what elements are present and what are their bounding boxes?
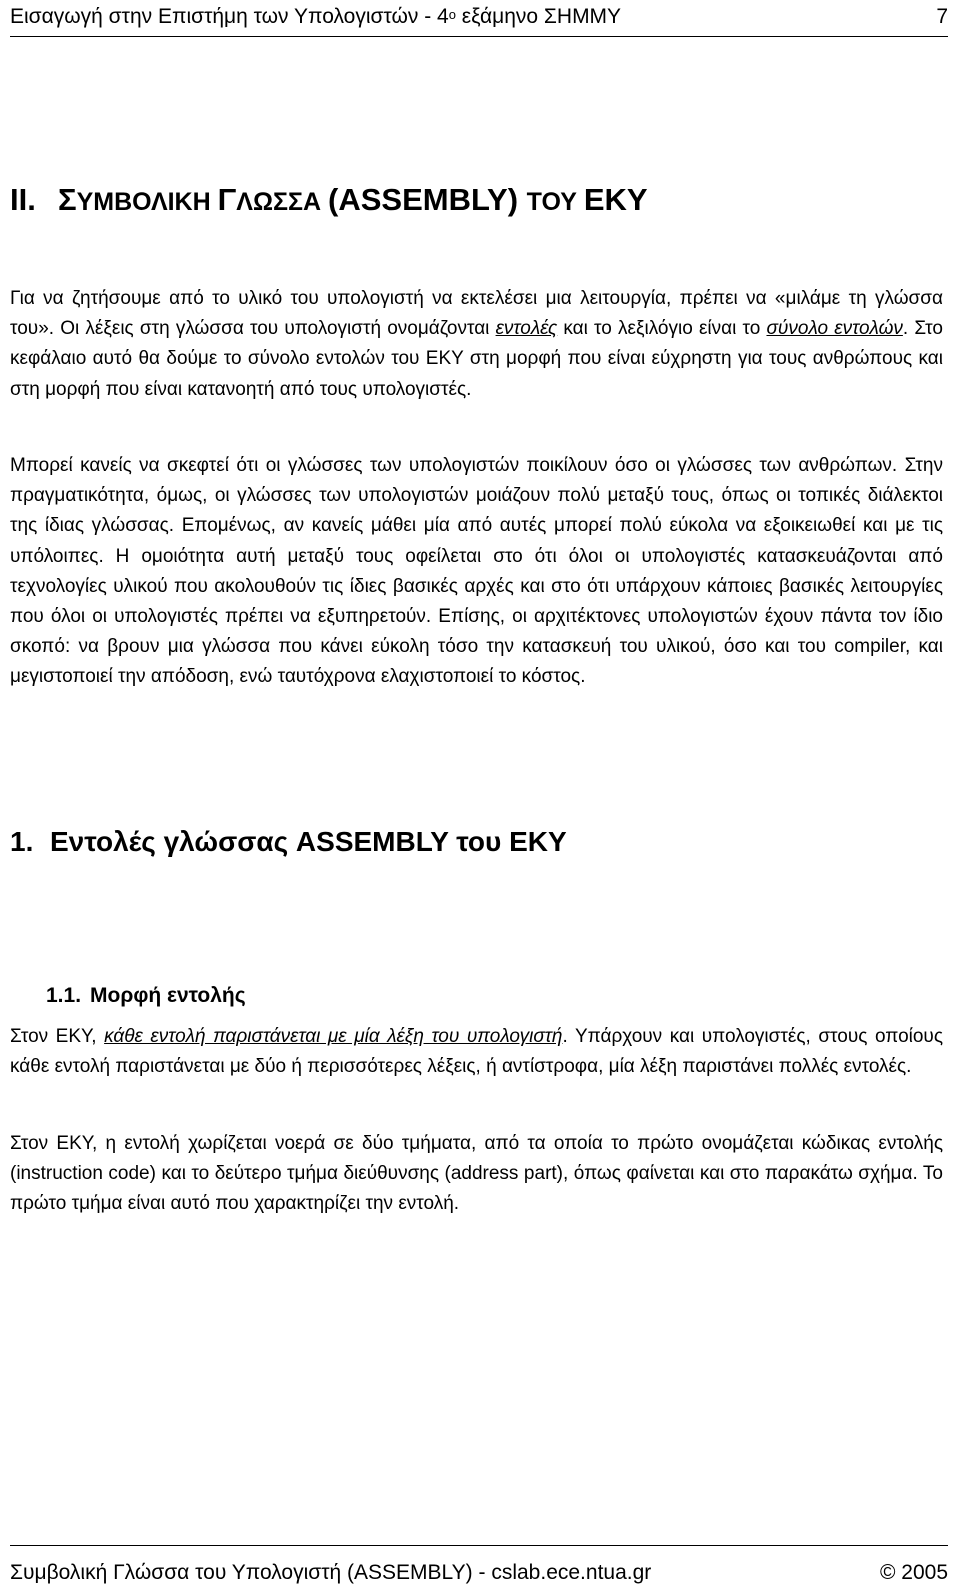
intro-paragraph-1 <box>10 284 943 405</box>
intro-p1-text: Για να ζητήσουμε από το υλικό του υπολογιστή να εκτελέσει μια λειτουργία, πρέπει να «μιλάμε τη γλώσσα του». Οι λέξεις στη γλώσσα του υπολογιστή ονομάζονται <box>10 288 943 340</box>
section-1-1-p1-text: Στον ΕΚΥ, <box>10 1026 105 1047</box>
section-1-heading <box>10 822 567 862</box>
chapter-number: II. <box>10 182 36 217</box>
header-page-number: 7 <box>936 5 948 28</box>
section-1-1-number: 1.1. <box>46 984 82 1007</box>
chapter-title-text <box>58 182 648 217</box>
section-1-1-paragraph-2: Στον ΕΚΥ, η εντολή χωρίζεται νοερά σε δύο τμήματα, από τα οποία το πρώτο ονομάζεται κώδικας εντολής (instruction code) και το δεύτερο τμήμα διεύθυνσης (address part), όπως φαίνεται και στο παρακάτω σχήμα. Το πρώτο τμήμα είναι αυτό που χαρακτηρίζει την εντολή. <box>10 1133 943 1215</box>
section-1-1-p1-text: . Υπάρχουν και υπολογιστές, στους οποίους κάθε εντολή παριστάνεται με δύο ή περισσότερες λέξεις, ή αντίστροφα, μία λέξη παριστάνει πολλές εντολές. <box>10 1026 943 1078</box>
chapter-title-segment: ΕΚΥ <box>583 182 648 217</box>
chapter-title-segment: ΤΟΥ <box>526 188 584 216</box>
intro-p1-text: . Στο κεφάλαιο αυτό θα δούμε το σύνολο εντολών του ΕΚΥ στη μορφή που είναι εύχρηστη για τους ανθρώπους και στη μορφή που είναι κατανοητή από τους υπολογιστές. <box>10 318 943 400</box>
header-title-rest: εξάμηνο ΣΗΜΜΥ <box>455 5 622 28</box>
running-footer <box>10 1545 948 1588</box>
header-title-superscript: ο <box>448 7 456 22</box>
chapter-title-segment: Σ <box>58 182 77 217</box>
intro-p1-text: και το λεξιλόγιο είναι το <box>557 318 767 340</box>
section-1-1-title: Μορφή εντολής <box>90 984 246 1007</box>
section-1-1-paragraph-1 <box>10 1022 943 1082</box>
section-1-1-heading <box>46 979 246 1013</box>
term-instruction-set: σύνολο εντολών <box>766 318 903 340</box>
header-title <box>10 2 621 32</box>
chapter-title-segment: (ASSEMBLY) <box>328 182 527 217</box>
footer-copyright: © 2005 <box>879 1561 948 1584</box>
intro-paragraph-2: Μπορεί κανείς να σκεφτεί ότι οι γλώσσες των υπολογιστών ποικίλουν όσο οι γλώσσες των ανθρώπων. Στην πραγματικότητα, όμως, οι γλώσσες των υπολογιστών μοιάζουν πολύ μεταξύ τους, όπως οι τοπικές διάλεκτοι της ίδιας γλώσσας. Επομένως, αν κανείς μάθει μία από αυτές μπορεί πολύ εύκολα να εξοικειωθεί και με τις υπόλοιπες. Η ομοιότητα αυτή μεταξύ τους οφείλεται στο ότι όλοι οι υπολογιστές κατασκευάζονται από τεχνολογίες υλικού που ακολουθούν τις ίδιες βασικές αρχές και στο ότι υπάρχουν κάποιες βασικές λειτουργίες που όλοι οι υπολογιστές πρέπει να εξυπηρετούν. Επίσης, οι αρχιτέκτονες υπολογιστών έχουν πάντα τον ίδιο σκοπό: να βρουν μια γλώσσα που κάνει εύκολη τόσο την κατασκευή του υλικού, όσο και του compiler, και μεγιστοποιεί την απόδοση, ενώ ταυτόχρονα ελαχιστοποιεί το κόστος. <box>10 455 943 688</box>
section-1-title: Εντολές γλώσσας ASSEMBLY του ΕΚΥ <box>50 826 567 857</box>
chapter-title-segment: ΛΩΣΣΑ <box>236 188 328 216</box>
chapter-title <box>10 180 648 222</box>
running-header <box>10 2 948 37</box>
term-instructions: εντολές <box>495 318 558 340</box>
footer-left: Συμβολική Γλώσσα του Υπολογιστή (ASSEMBLY) - cslab.ece.ntua.gr <box>10 1561 652 1584</box>
header-title-main: Εισαγωγή στην Επιστήμη των Υπολογιστών - 4 <box>10 5 449 28</box>
section-1-number: 1. <box>10 826 34 857</box>
chapter-title-segment: Γ <box>217 182 237 217</box>
term-one-word-per-instruction: κάθε εντολή παριστάνεται με μία λέξη του υπολογιστή <box>104 1026 563 1047</box>
chapter-title-segment: ΥΜΒΟΛΙΚΗ <box>76 188 218 216</box>
